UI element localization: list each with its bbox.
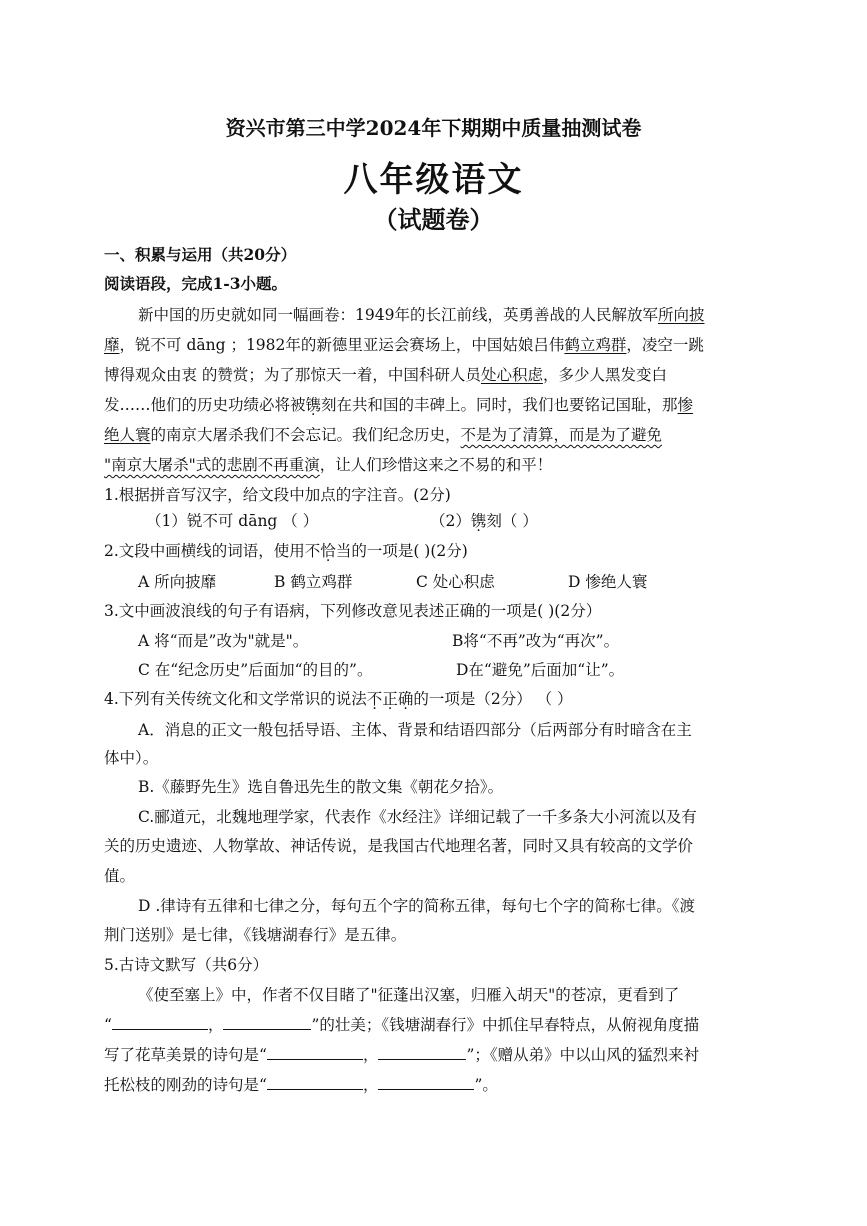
- underlined-term-3: 处心积虑: [480, 366, 543, 384]
- question-4-option-c-line-1: C.郦道元，北魏地理学家，代表作《水经注》详细记载了一千多条大小河流以及有: [138, 808, 697, 826]
- passage-line-3: 博得观众由衷 的赞赏；为了那惊天一着，中国科研人员处心积虑，多少人黑发变白: [104, 366, 667, 384]
- question-2-option-b: B 鹤立鸡群: [274, 573, 353, 591]
- question-4-stem: 4.下列有关传统文化和文学常识的说法不正确的一项是（2分） （ ）: [104, 690, 573, 708]
- question-1-part-b: （2）镌刻（ ）: [430, 512, 538, 530]
- dotted-char: 镌: [305, 396, 322, 414]
- question-2-option-d: D 惨绝人寰: [568, 573, 648, 591]
- question-4-option-c-line-3: 值。: [104, 867, 136, 885]
- paper-type-title: （试题卷）: [373, 205, 494, 234]
- reading-instruction: 阅读语段，完成1-3小题。: [104, 274, 288, 293]
- question-5-line-3: 写了花草美景的诗句是“ ， ”；《赠从弟》中以山风的猛烈来衬: [104, 1046, 700, 1064]
- underlined-term-4-end: 绝人寰: [104, 426, 151, 444]
- question-5-line-2: “ ， ”的壮美；《钱塘湖春行》中抓住早春特点，从俯视角度描: [104, 1016, 700, 1034]
- underlined-term-2: 鹤立鸡群: [564, 336, 627, 354]
- answer-blank[interactable]: [223, 1015, 311, 1030]
- answer-blank[interactable]: [378, 1075, 474, 1090]
- question-3-option-c: C 在“纪念历史”后面加“的目的”。: [138, 661, 373, 679]
- question-3-option-b: B将“不再”改为“再次”。: [452, 632, 620, 650]
- question-2-stem: 2.文段中画横线的词语，使用不恰当的一项是( )(2分): [104, 542, 468, 560]
- question-2-option-c: C 处心积虑: [416, 573, 495, 591]
- passage-line-6: "南京大屠杀"式的悲剧不再重演，让人们珍惜这来之不易的和平！: [104, 456, 553, 474]
- question-4-option-d-line-1: D .律诗有五律和七律之分，每句五个字的简称五律，每句七个字的简称七律。《渡: [138, 897, 696, 915]
- passage-line-1: 新中国的历史就如同一幅画卷：1949年的长江前线，英勇善战的人民解放军所向披: [138, 306, 705, 324]
- answer-blank[interactable]: [267, 1075, 363, 1090]
- wavy-sentence-1: 不是为了清算，而是为了避免: [460, 426, 663, 444]
- question-1-stem: 1.根据拼音写汉字，给文段中加点的字注音。(2分): [104, 486, 451, 504]
- question-4-option-b: B.《藤野先生》选自鲁迅先生的散文集《朝花夕拾》。: [138, 778, 504, 796]
- passage-line-5: 绝人寰的南京大屠杀我们不会忘记。我们纪念历史，不是为了清算，而是为了避免: [104, 426, 663, 444]
- passage-line-4: 发……他们的历史功绩必将被镌刻在共和国的丰碑上。同时，我们也要铭记国耻，那惨: [104, 396, 694, 414]
- question-2-option-a: A 所向披靡: [138, 573, 217, 591]
- underlined-term-1: 所向披: [657, 306, 705, 324]
- question-4-option-d-line-2: 荆门送别》是七律，《钱塘湖春行》是五律。: [104, 926, 407, 944]
- answer-blank[interactable]: [378, 1045, 466, 1060]
- answer-blank[interactable]: [267, 1045, 363, 1060]
- wavy-sentence-2: "南京大屠杀"式的悲剧不再重演: [104, 456, 320, 474]
- dotted-char: 镌: [470, 512, 487, 530]
- passage-line-2: 靡，锐不可 dāng ；1982年的新德里亚运会赛场上，中国姑娘吕伟鹤立鸡群，凌空一跳: [104, 336, 704, 354]
- underlined-term-1-end: 靡: [104, 336, 120, 354]
- question-1-part-a: （1）锐不可 dāng （ ）: [146, 512, 319, 530]
- question-5-line-1: 《使至塞上》中，作者不仅目睹了"征蓬出汉塞，归雁入胡天"的苍凉，更看到了: [138, 986, 680, 1004]
- question-5-stem: 5.古诗文默写（共6分）: [104, 956, 269, 974]
- question-4-option-a-line-1: A．消息的正文一般包括导语、主体、背景和结语四部分（后两部分有时暗含在主: [138, 721, 692, 739]
- question-3-option-d: D在“避免”后面加“让”。: [456, 661, 625, 679]
- school-exam-title: 资兴市第三中学2024年下期期中质量抽测试卷: [225, 116, 642, 140]
- underlined-term-4: 惨: [677, 396, 694, 414]
- answer-blank[interactable]: [112, 1015, 208, 1030]
- dotted-char: 恰: [320, 542, 336, 560]
- question-4-option-a-line-2: 体中）。: [104, 749, 159, 767]
- question-4-option-c-line-2: 关的历史遗迹、人物掌故、神话传说，是我国古代地理名著，同时又具有较高的文学价: [104, 837, 694, 855]
- question-5-line-4: 托松枝的刚劲的诗句是“ ， ”。: [104, 1076, 498, 1094]
- question-3-option-a: A 将“而是”改为"就是"。: [138, 632, 309, 650]
- subject-title: 八年级语文: [343, 160, 524, 200]
- dotted-char: 不: [366, 690, 383, 708]
- dotted-char: 确: [397, 690, 414, 708]
- dotted-char: 正: [382, 690, 398, 708]
- question-3-stem: 3.文中画波浪线的句子有语病，下列修改意见表述正确的一项是( )(2分）: [104, 602, 602, 620]
- section-heading: 一、积累与运用（共20分）: [104, 245, 297, 264]
